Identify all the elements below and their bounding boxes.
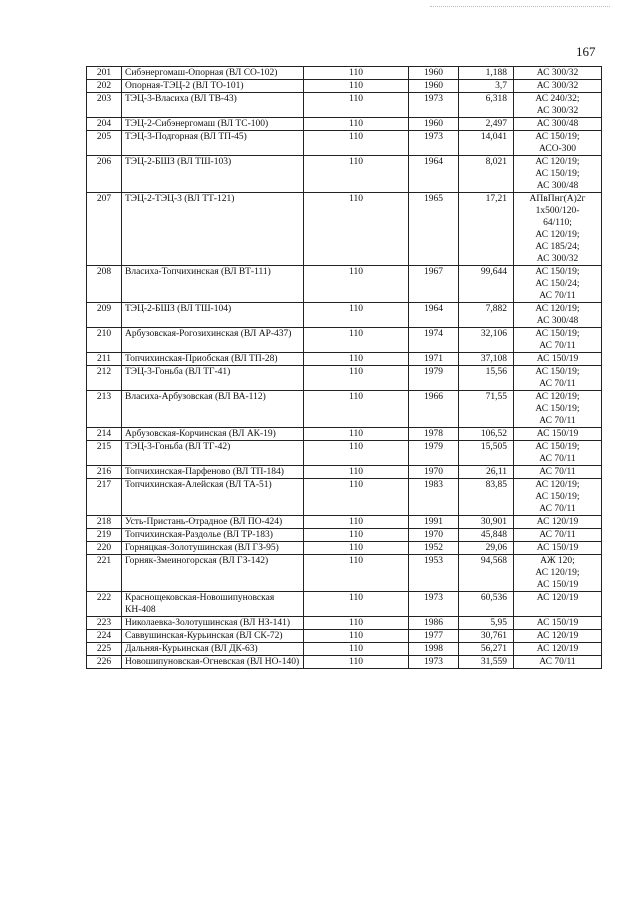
year-cell: 1974 — [409, 328, 459, 353]
row-number-cell: 204 — [87, 118, 122, 131]
year-cell: 1979 — [409, 366, 459, 391]
row-number-cell: 222 — [87, 592, 122, 617]
line-name-cell: ТЭЦ-3-Власиха (ВЛ ТВ-43) — [122, 93, 304, 118]
row-number-cell: 217 — [87, 479, 122, 516]
length-cell: 56,271 — [459, 643, 514, 656]
wire-type-line: АС 70/11 — [539, 291, 576, 301]
length-cell: 17,21 — [459, 193, 514, 266]
wire-type-cell — [514, 366, 602, 391]
wire-type-line: АС 120/19; — [535, 157, 580, 167]
length-cell: 2,497 — [459, 118, 514, 131]
length-cell: 30,761 — [459, 630, 514, 643]
length-cell: 1,188 — [459, 67, 514, 80]
wire-type-line: АС 70/11 — [539, 467, 576, 477]
line-name-cell: Топчихинская-Раздолье (ВЛ ТР-183) — [122, 529, 304, 542]
year-cell: 1960 — [409, 67, 459, 80]
wire-type-line: АС 150/24; — [535, 279, 580, 289]
row-number-cell: 215 — [87, 441, 122, 466]
row-number-cell: 224 — [87, 630, 122, 643]
line-name-cell: ТЭЦ-2-БШЗ (ВЛ ТШ-103) — [122, 156, 304, 193]
row-number-cell: 219 — [87, 529, 122, 542]
length-cell: 15,505 — [459, 441, 514, 466]
length-cell: 45,848 — [459, 529, 514, 542]
length-cell: 71,55 — [459, 391, 514, 428]
wire-type-cell — [514, 156, 602, 193]
row-number-cell: 201 — [87, 67, 122, 80]
wire-type-line: АС 70/11 — [539, 504, 576, 514]
wire-type-cell — [514, 441, 602, 466]
year-cell: 1973 — [409, 656, 459, 669]
year-cell: 1998 — [409, 643, 459, 656]
voltage-cell: 110 — [304, 118, 409, 131]
wire-type-cell — [514, 643, 602, 656]
line-name-cell: Арбузовская-Рогозихинская (ВЛ АР-437) — [122, 328, 304, 353]
line-name-cell: Дальняя-Курьинская (ВЛ ДК-63) — [122, 643, 304, 656]
wire-type-line: АС 120/19; — [535, 568, 580, 578]
voltage-cell: 110 — [304, 542, 409, 555]
length-cell: 99,644 — [459, 266, 514, 303]
length-cell: 30,901 — [459, 516, 514, 529]
wire-type-line: АС 150/19 — [536, 354, 579, 364]
scan-artifact — [430, 6, 610, 8]
row-number-cell: 208 — [87, 266, 122, 303]
page-number: 167 — [576, 44, 596, 59]
voltage-cell: 110 — [304, 643, 409, 656]
wire-type-cell — [514, 592, 602, 617]
voltage-cell: 110 — [304, 428, 409, 441]
voltage-cell: 110 — [304, 366, 409, 391]
wire-type-line: АС 300/32 — [536, 106, 579, 116]
table-row — [87, 67, 602, 80]
table-row — [87, 542, 602, 555]
table-body — [87, 67, 602, 669]
year-cell: 1970 — [409, 466, 459, 479]
wire-type-line: АС 300/48 — [536, 181, 579, 191]
year-cell: 1977 — [409, 630, 459, 643]
length-cell: 29,06 — [459, 542, 514, 555]
wire-type-line: АС 150/19; — [535, 132, 580, 142]
wire-type-line: АС 70/11 — [539, 379, 576, 389]
line-name-cell: Саввушинская-Курьинская (ВЛ СК-72) — [122, 630, 304, 643]
table-row — [87, 391, 602, 428]
year-cell: 1970 — [409, 529, 459, 542]
row-number-cell: 221 — [87, 555, 122, 592]
wire-type-cell — [514, 266, 602, 303]
line-name-cell: Арбузовская-Корчинская (ВЛ АК-19) — [122, 428, 304, 441]
line-name-cell: Топчихинская-Алейская (ВЛ ТА-51) — [122, 479, 304, 516]
length-cell: 3,7 — [459, 80, 514, 93]
year-cell: 1953 — [409, 555, 459, 592]
wire-type-cell — [514, 630, 602, 643]
voltage-cell: 110 — [304, 391, 409, 428]
length-cell: 94,568 — [459, 555, 514, 592]
line-name-cell: Новошипуновская-Огневская (ВЛ НО-140) — [122, 656, 304, 669]
table-row — [87, 303, 602, 328]
voltage-cell: 110 — [304, 630, 409, 643]
wire-type-line: АСО-300 — [539, 144, 576, 154]
wire-type-line: АС 150/19; — [535, 442, 580, 452]
wire-type-line: АС 150/19 — [536, 618, 579, 628]
wire-type-line: АС 300/48 — [536, 316, 579, 326]
table-row — [87, 441, 602, 466]
wire-type-cell — [514, 328, 602, 353]
voltage-cell: 110 — [304, 592, 409, 617]
year-cell: 1960 — [409, 118, 459, 131]
line-name-cell: ТЭЦ-3-Подгорная (ВЛ ТП-45) — [122, 131, 304, 156]
table-row — [87, 193, 602, 266]
table-row — [87, 529, 602, 542]
wire-type-line: АС 70/11 — [539, 530, 576, 540]
wire-type-line: АЖ 120; — [540, 556, 575, 566]
wire-type-line: АС 70/11 — [539, 341, 576, 351]
year-cell: 1965 — [409, 193, 459, 266]
voltage-cell: 110 — [304, 80, 409, 93]
wire-type-cell — [514, 118, 602, 131]
length-cell: 15,56 — [459, 366, 514, 391]
voltage-cell: 110 — [304, 156, 409, 193]
wire-type-line: АС 150/19; — [535, 492, 580, 502]
line-name-cell: Сибэнергомаш-Опорная (ВЛ СО-102) — [122, 67, 304, 80]
voltage-cell: 110 — [304, 353, 409, 366]
line-name-cell: Николаевка-Золотушинская (ВЛ НЗ-141) — [122, 617, 304, 630]
table-row — [87, 366, 602, 391]
wire-type-line: АС 120/19 — [536, 644, 579, 654]
wire-type-line: АС 120/19; — [535, 392, 580, 402]
row-number-cell: 226 — [87, 656, 122, 669]
wire-type-line: АС 150/19 — [536, 429, 579, 439]
voltage-cell: 110 — [304, 516, 409, 529]
length-cell: 7,882 — [459, 303, 514, 328]
wire-type-line: АС 150/19 — [536, 580, 579, 590]
year-cell: 1986 — [409, 617, 459, 630]
wire-type-line: АС 70/11 — [539, 657, 576, 667]
wire-type-line: АС 300/32 — [536, 254, 579, 264]
wire-type-line: АС 70/11 — [539, 416, 576, 426]
table-row — [87, 479, 602, 516]
wire-type-line: АПвПнг(А)2г — [529, 194, 586, 204]
wire-type-cell — [514, 93, 602, 118]
wire-type-cell — [514, 353, 602, 366]
table-row — [87, 156, 602, 193]
line-name-cell: ТЭЦ-2-ТЭЦ-3 (ВЛ ТТ-121) — [122, 193, 304, 266]
row-number-cell: 223 — [87, 617, 122, 630]
line-name-cell: Краснощековская-Новошипуновская КН-408 — [122, 592, 304, 617]
wire-type-cell — [514, 516, 602, 529]
wire-type-line: АС 300/48 — [536, 119, 579, 129]
wire-type-cell — [514, 67, 602, 80]
row-number-cell: 209 — [87, 303, 122, 328]
year-cell: 1952 — [409, 542, 459, 555]
table-row — [87, 93, 602, 118]
wire-type-line: АС 240/32; — [535, 94, 580, 104]
length-cell: 37,108 — [459, 353, 514, 366]
row-number-cell: 216 — [87, 466, 122, 479]
wire-type-cell — [514, 617, 602, 630]
table-row — [87, 643, 602, 656]
table-row — [87, 630, 602, 643]
wire-type-line: АС 300/32 — [536, 81, 579, 91]
wire-type-line: АС 120/19 — [536, 593, 579, 603]
line-name-cell: Топчихинская-Парфеново (ВЛ ТП-184) — [122, 466, 304, 479]
table-row — [87, 466, 602, 479]
voltage-cell: 110 — [304, 617, 409, 630]
line-name-cell: Власиха-Топчихинская (ВЛ ВТ-111) — [122, 266, 304, 303]
wire-type-line: АС 300/32 — [536, 68, 579, 78]
row-number-cell: 218 — [87, 516, 122, 529]
line-name-cell: Горняк-Змеиногорская (ВЛ ГЗ-142) — [122, 555, 304, 592]
voltage-cell: 110 — [304, 466, 409, 479]
length-cell: 26,11 — [459, 466, 514, 479]
year-cell: 1983 — [409, 479, 459, 516]
wire-type-cell — [514, 542, 602, 555]
row-number-cell: 206 — [87, 156, 122, 193]
row-number-cell: 213 — [87, 391, 122, 428]
wire-type-line: АС 150/19; — [535, 329, 580, 339]
year-cell: 1964 — [409, 303, 459, 328]
year-cell: 1978 — [409, 428, 459, 441]
row-number-cell: 210 — [87, 328, 122, 353]
wire-type-line: АС 150/19; — [535, 169, 580, 179]
row-number-cell: 214 — [87, 428, 122, 441]
wire-type-line: АС 185/24; — [535, 242, 580, 252]
table-row — [87, 617, 602, 630]
row-number-cell: 205 — [87, 131, 122, 156]
wire-type-cell — [514, 428, 602, 441]
year-cell: 1979 — [409, 441, 459, 466]
line-name-cell: Топчихинская-Приобская (ВЛ ТП-28) — [122, 353, 304, 366]
wire-type-line: АС 150/19 — [536, 543, 579, 553]
wire-type-cell — [514, 303, 602, 328]
length-cell: 8,021 — [459, 156, 514, 193]
wire-type-cell — [514, 193, 602, 266]
voltage-cell: 110 — [304, 93, 409, 118]
year-cell: 1960 — [409, 80, 459, 93]
table-row — [87, 592, 602, 617]
table-row — [87, 555, 602, 592]
lines-table-wrapper — [86, 66, 602, 669]
voltage-cell: 110 — [304, 328, 409, 353]
wire-type-line: АС 120/19; — [535, 480, 580, 490]
wire-type-cell — [514, 529, 602, 542]
row-number-cell: 203 — [87, 93, 122, 118]
wire-type-cell — [514, 131, 602, 156]
table-row — [87, 516, 602, 529]
voltage-cell: 110 — [304, 266, 409, 303]
year-cell: 1991 — [409, 516, 459, 529]
row-number-cell: 207 — [87, 193, 122, 266]
year-cell: 1973 — [409, 592, 459, 617]
table-row — [87, 328, 602, 353]
year-cell: 1971 — [409, 353, 459, 366]
length-cell: 14,041 — [459, 131, 514, 156]
wire-type-cell — [514, 80, 602, 93]
wire-type-line: АС 150/19; — [535, 367, 580, 377]
voltage-cell: 110 — [304, 441, 409, 466]
wire-type-line: АС 120/19 — [536, 517, 579, 527]
year-cell: 1964 — [409, 156, 459, 193]
table-row — [87, 118, 602, 131]
line-name-cell: ТЭЦ-2-БШЗ (ВЛ ТШ-104) — [122, 303, 304, 328]
table-row — [87, 131, 602, 156]
voltage-cell: 110 — [304, 67, 409, 80]
length-cell: 106,52 — [459, 428, 514, 441]
year-cell: 1966 — [409, 391, 459, 428]
voltage-cell: 110 — [304, 555, 409, 592]
length-cell: 83,85 — [459, 479, 514, 516]
wire-type-line: АС 70/11 — [539, 454, 576, 464]
year-cell: 1973 — [409, 93, 459, 118]
line-name-cell: ТЭЦ-3-Гоньба (ВЛ ТГ-42) — [122, 441, 304, 466]
voltage-cell: 110 — [304, 131, 409, 156]
row-number-cell: 211 — [87, 353, 122, 366]
table-row — [87, 656, 602, 669]
length-cell: 5,95 — [459, 617, 514, 630]
voltage-cell: 110 — [304, 193, 409, 266]
line-name-cell: ТЭЦ-2-Сибэнергомаш (ВЛ ТС-100) — [122, 118, 304, 131]
length-cell: 6,318 — [459, 93, 514, 118]
length-cell: 32,106 — [459, 328, 514, 353]
voltage-cell: 110 — [304, 479, 409, 516]
wire-type-line: 64/110; — [543, 218, 572, 228]
voltage-cell: 110 — [304, 529, 409, 542]
wire-type-cell — [514, 555, 602, 592]
length-cell: 31,559 — [459, 656, 514, 669]
table-row — [87, 266, 602, 303]
line-name-cell: Усть-Пристань-Отрадное (ВЛ ПО-424) — [122, 516, 304, 529]
wire-type-cell — [514, 656, 602, 669]
line-name-cell: Горняцкая-Золотушинская (ВЛ ГЗ-95) — [122, 542, 304, 555]
wire-type-cell — [514, 391, 602, 428]
wire-type-line: 1х500/120- — [535, 206, 580, 216]
voltage-cell: 110 — [304, 303, 409, 328]
power-lines-table — [86, 66, 602, 669]
year-cell: 1967 — [409, 266, 459, 303]
wire-type-line: АС 150/19; — [535, 404, 580, 414]
row-number-cell: 220 — [87, 542, 122, 555]
wire-type-cell — [514, 479, 602, 516]
table-row — [87, 428, 602, 441]
wire-type-cell — [514, 466, 602, 479]
line-name-cell: Власиха-Арбузовская (ВЛ ВА-112) — [122, 391, 304, 428]
table-row — [87, 80, 602, 93]
year-cell: 1973 — [409, 131, 459, 156]
wire-type-line: АС 150/19; — [535, 267, 580, 277]
line-name-cell: ТЭЦ-3-Гоньба (ВЛ ТГ-41) — [122, 366, 304, 391]
line-name-cell: Опорная-ТЭЦ-2 (ВЛ ТО-101) — [122, 80, 304, 93]
table-row — [87, 353, 602, 366]
row-number-cell: 202 — [87, 80, 122, 93]
wire-type-line: АС 120/19; — [535, 304, 580, 314]
voltage-cell: 110 — [304, 656, 409, 669]
row-number-cell: 212 — [87, 366, 122, 391]
row-number-cell: 225 — [87, 643, 122, 656]
wire-type-line: АС 120/19; — [535, 230, 580, 240]
length-cell: 60,536 — [459, 592, 514, 617]
wire-type-line: АС 120/19 — [536, 631, 579, 641]
